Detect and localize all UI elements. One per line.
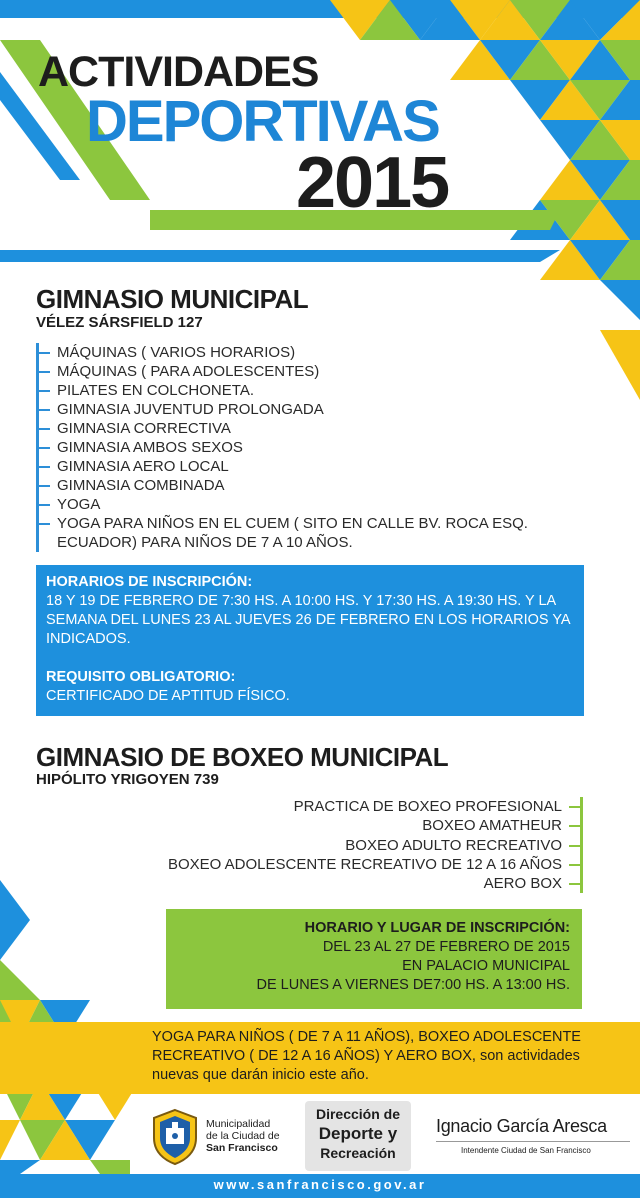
list-item: PILATES EN COLCHONETA. [39, 381, 599, 400]
municipality-crest-icon [150, 1108, 200, 1166]
list-item: PRACTICA DE BOXEO PROFESIONAL [60, 797, 580, 816]
registration-heading: HORARIOS DE INSCRIPCIÓN: [46, 574, 253, 590]
boxing-registration-box [166, 909, 582, 1009]
department-line3: Recreación [320, 1145, 396, 1161]
section1-activity-list [36, 343, 599, 552]
list-item: GIMNASIA CORRECTIVA [39, 419, 599, 438]
department-line2: Deporte y [318, 1124, 398, 1143]
municipality-name [206, 1118, 280, 1154]
list-item: GIMNASIA AERO LOCAL [39, 457, 599, 476]
section1-address: VÉLEZ SÁRSFIELD 127 [36, 314, 203, 331]
list-item: BOXEO ADOLESCENTE RECREATIVO DE 12 A 16 AÑOS [60, 855, 580, 874]
header-year: 2015 [296, 143, 449, 223]
list-item: GIMNASIA AMBOS SEXOS [39, 438, 599, 457]
requirement-heading: REQUISITO OBLIGATORIO: [46, 669, 236, 685]
section1-title: GIMNASIO MUNICIPAL [36, 284, 309, 314]
header-title-line1: ACTIVIDADES [38, 48, 319, 96]
mayor-divider [436, 1141, 630, 1142]
list-item: BOXEO AMATHEUR [60, 816, 580, 835]
section2-address: HIPÓLITO YRIGOYEN 739 [36, 771, 219, 788]
list-item: YOGA PARA NIÑOS EN EL CUEM ( SITO EN CALLE BV. ROCA ESQ. ECUADOR) PARA NIÑOS DE 7 A 10 AÑOS. [39, 514, 599, 552]
mayor-name: Ignacio García Aresca [436, 1116, 607, 1136]
list-item: MÁQUINAS ( PARA ADOLESCENTES) [39, 362, 599, 381]
municipality-line1: Municipalidad [206, 1118, 271, 1130]
municipality-line2: de la Ciudad de [206, 1130, 280, 1142]
list-item: BOXEO ADULTO RECREATIVO [60, 836, 580, 855]
municipality-line3: San Francisco [206, 1142, 278, 1154]
department-line1: Dirección de [315, 1106, 401, 1122]
boxing-registration-heading: HORARIO Y LUGAR DE INSCRIPCIÓN: [304, 920, 570, 936]
list-item: GIMNASIA COMBINADA [39, 476, 599, 495]
list-item: MÁQUINAS ( VARIOS HORARIOS) [39, 343, 599, 362]
list-item: AERO BOX [60, 874, 580, 893]
list-item: GIMNASIA JUVENTUD PROLONGADA [39, 400, 599, 419]
registration-text: 18 Y 19 DE FEBRERO DE 7:30 HS. A 10:00 HS. Y 17:30 HS. A 19:30 HS. Y LA SEMANA DEL LUNES 23 AL JUEVES 26 DE FEBRERO EN LOS HORARIOS YA INDICADOS. [46, 593, 570, 647]
header-title-line2: DEPORTIVAS [86, 89, 439, 154]
section2-activity-list [60, 797, 583, 893]
requirement-text: CERTIFICADO DE APTITUD FÍSICO. [46, 688, 290, 704]
website-link[interactable]: www.sanfrancisco.gov.ar [213, 1177, 427, 1192]
list-item: YOGA [39, 495, 599, 514]
mayor-title: Intendente Ciudad de San Francisco [461, 1146, 591, 1155]
boxing-registration-hours: DE LUNES A VIERNES DE7:00 HS. A 13:00 HS. [256, 977, 570, 993]
notice-text: YOGA PARA NIÑOS ( DE 7 A 11 AÑOS), BOXEO ADOLESCENTE RECREATIVO ( DE 12 A 16 AÑOS) Y AERO BOX, son actividades nuevas que darán inicio este año. [152, 1029, 581, 1083]
boxing-registration-place: EN PALACIO MUNICIPAL [402, 958, 570, 974]
section2-title: GIMNASIO DE BOXEO MUNICIPAL [36, 742, 449, 772]
registration-info-box [36, 565, 584, 716]
sports-department-logo [305, 1101, 411, 1171]
boxing-registration-dates: DEL 23 AL 27 DE FEBRERO DE 2015 [322, 939, 570, 955]
